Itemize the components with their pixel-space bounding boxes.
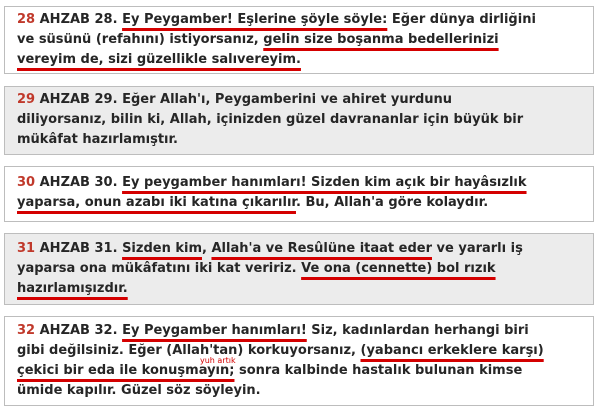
verse-text: Eğer Allah'ı, Peygamberini ve ahiret yurdunu <box>122 92 453 107</box>
verse-29 <box>4 86 594 155</box>
verse-number: 31 <box>17 241 36 256</box>
verse-text: diliyorsanız, bilin ki, Allah, içinizden güzel davrananlar için büyük bir <box>17 112 524 127</box>
verse-30 <box>4 166 594 222</box>
verse-label: AHZAB 31. <box>39 241 118 256</box>
verse-text: yaparsa ona mükâfatını iki kat veririz. <box>17 261 302 276</box>
verse-text: . Bu, Allah'a göre kolaydır. <box>295 195 489 210</box>
verse-line <box>17 30 585 50</box>
verse-text: ümide kapılır. Güzel söz söyleyin. <box>17 383 261 398</box>
verse-line <box>17 90 585 110</box>
verse-label: AHZAB 32. <box>39 323 118 338</box>
verse-number: 29 <box>17 92 36 107</box>
verse-number: 28 <box>17 12 36 27</box>
verse-line <box>17 110 585 130</box>
verse-text: Siz, kadınlardan herhangi biri <box>306 323 529 338</box>
highlighted-text: Ey Peygamber! Eşlerine şöyle söyle: <box>122 12 388 27</box>
verse-label: AHZAB 29. <box>39 92 118 107</box>
verse-number: 30 <box>17 175 36 190</box>
verse-line <box>17 279 585 299</box>
verse-line <box>17 50 585 70</box>
verse-31 <box>4 233 594 305</box>
verse-number: 32 <box>17 323 36 338</box>
highlighted-text: Sizden kim <box>122 241 202 256</box>
highlighted-text: (yabancı erkeklere karşı) <box>360 343 544 358</box>
highlighted-text: Ey Peygamber hanımları! <box>122 323 307 338</box>
verse-text: ve yararlı iş <box>432 241 523 256</box>
highlighted-text: gelin size boşanma bedellerinizi <box>263 32 499 47</box>
verse-text: sonra kalbinde hastalık bulunan kimse <box>234 363 523 378</box>
verse-line <box>17 341 585 361</box>
verse-text: mükâfat hazırlamıştır. <box>17 132 178 147</box>
verse-line <box>17 239 585 259</box>
verse-line <box>17 321 585 341</box>
highlighted-text: çekici bir eda ile konuşmayın; <box>17 363 235 378</box>
highlighted-text: vereyim de, sizi güzellikle salıvereyim. <box>17 52 301 67</box>
highlighted-text: yaparsa, onun azabı iki katına çıkarılır <box>17 195 296 210</box>
verse-line <box>17 173 585 193</box>
highlighted-text: Ve ona (cennette) bol rızık <box>301 261 496 276</box>
verse-text: , <box>202 241 212 256</box>
verse-line <box>17 259 585 279</box>
verse-text: Eğer dünya dirliğini <box>387 12 536 27</box>
verse-label: AHZAB 28. <box>39 12 118 27</box>
verse-line <box>17 193 585 213</box>
highlighted-text: Ey peygamber hanımları! Sizden kim açık bir hayâsızlık <box>122 175 527 190</box>
highlighted-text: Allah'a ve Resûlüne itaat eder <box>211 241 432 256</box>
highlighted-text: hazırlamışızdır. <box>17 281 128 296</box>
verse-32 <box>4 316 594 406</box>
verse-28 <box>4 6 594 74</box>
verse-label: AHZAB 30. <box>39 175 118 190</box>
verse-line <box>17 361 585 381</box>
verse-text: ve süsünü (refahını) istiyorsanız, <box>17 32 264 47</box>
handwritten-annotation: yuh artık <box>200 356 236 365</box>
verse-text: gibi değilsiniz. Eğer (Allah'tan) korkuyorsanız, <box>17 343 361 358</box>
verse-line <box>17 381 585 401</box>
verse-line <box>17 10 585 30</box>
verse-line <box>17 130 585 150</box>
